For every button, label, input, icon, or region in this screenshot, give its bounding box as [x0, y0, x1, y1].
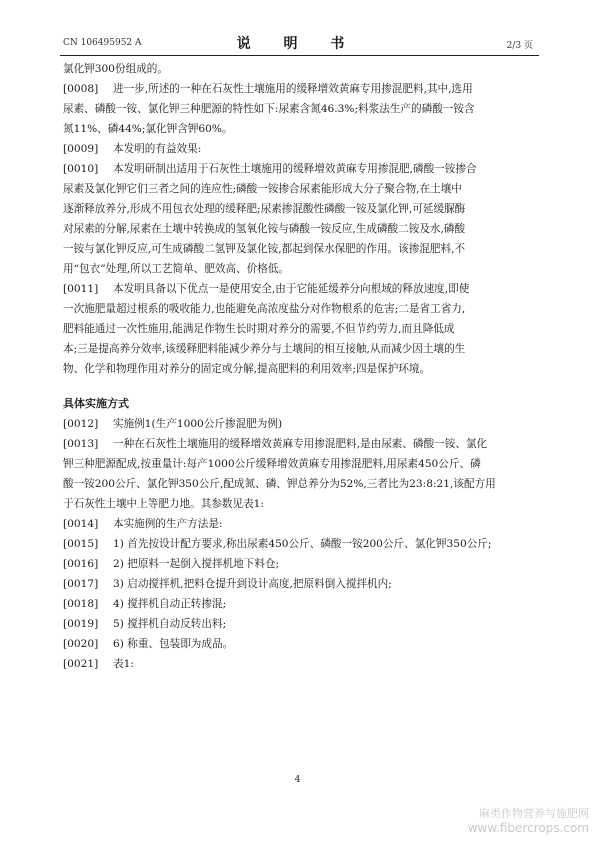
- text-line: [63, 79, 535, 99]
- text-line: [63, 159, 535, 179]
- line-text: 实施例1(生产1000公斤掺混肥为例): [113, 418, 283, 430]
- page-number: 4: [294, 775, 301, 785]
- text-line: [63, 99, 535, 119]
- text-line: [63, 359, 535, 379]
- site-watermark: [468, 806, 589, 836]
- paragraph-number: [0012]: [63, 418, 99, 430]
- paragraph-number: [0016]: [63, 558, 99, 570]
- line-text: 酸一铵200公斤、氯化钾350公斤,配成氮、磷、钾总养分为52%,三者比为23:8:21,该配方用: [63, 478, 496, 490]
- line-text: 本发明研制出适用于石灰性土壤施用的缓释增效黄麻专用掺混肥,磷酸一铵掺合: [113, 163, 477, 175]
- patent-number: CN 106495952 A: [63, 38, 142, 48]
- paragraphs-block-1: [63, 59, 535, 379]
- watermark-url: www.fibercrops.com: [467, 821, 589, 835]
- line-text: 4) 搅拌机自动正转掺混;: [113, 598, 227, 610]
- line-text: 肥料能通过一次性施用,能满足作物生长时期对养分的需要,不但节约劳力,而且降低成: [63, 323, 455, 335]
- section-heading: 具体实施方式: [63, 397, 129, 410]
- text-line: [63, 474, 535, 494]
- header-divider: [60, 55, 539, 56]
- text-line: [63, 219, 535, 239]
- line-text: 3) 启动搅拌机,把料仓提升到设计高度,把原料倒入搅拌机内;: [113, 578, 392, 590]
- document-body: [63, 59, 535, 674]
- line-text: 一次施肥量超过根系的吸收能力,也能避免高浓度盐分对作物根系的危害;二是省工省力,: [63, 303, 466, 315]
- section-gap: [63, 379, 535, 394]
- paragraph-number: [0010]: [63, 163, 99, 175]
- text-line: [63, 534, 535, 554]
- watermark-site-name: 麻类作物营养与施肥网: [479, 807, 589, 820]
- paragraph-number: [0020]: [63, 638, 99, 650]
- text-line: [63, 319, 535, 339]
- text-line: [63, 454, 535, 474]
- text-line: [63, 434, 535, 454]
- line-text: 本发明具备以下优点一是使用安全,由于它能延缓养分向根域的释放速度,即使: [113, 283, 470, 295]
- text-line: [63, 554, 535, 574]
- line-text: 钾三种肥源配成,按重量计:每产1000公斤缓释增效黄麻专用掺混肥料,用尿素450公斤、磷: [63, 458, 481, 470]
- paragraph-number: [0015]: [63, 538, 99, 550]
- page-indicator: 2/3 页: [506, 41, 533, 51]
- line-text: 本发明的有益效果:: [113, 143, 202, 155]
- text-line: [63, 259, 535, 279]
- paragraph-number: [0011]: [63, 283, 99, 295]
- paragraph-number: [0009]: [63, 143, 99, 155]
- line-text: 一种在石灰性土壤施用的缓释增效黄麻专用掺混肥料,是由尿素、磷酸一铵、氯化: [113, 438, 488, 450]
- paragraph-number: [0013]: [63, 438, 99, 450]
- paragraphs-block-2: [63, 414, 535, 674]
- text-line: [63, 119, 535, 139]
- paragraph-number: [0014]: [63, 518, 99, 530]
- paragraph-number: [0021]: [63, 658, 99, 670]
- text-line: [63, 139, 535, 159]
- line-text: 6) 称重、包装即为成品。: [113, 638, 234, 650]
- paragraph-number: [0019]: [63, 618, 99, 630]
- document-title: 说 明 书: [236, 36, 359, 52]
- line-text: 2) 把原料一起倒入搅拌机地下料仓;: [113, 558, 280, 570]
- line-text: 进一步,所述的一种在石灰性土壤施用的缓释增效黄麻专用掺混肥料,其中,选用: [113, 83, 473, 95]
- line-text: 5) 搅拌机自动反转出料;: [113, 618, 227, 630]
- text-line: [63, 654, 535, 674]
- line-text: 物、化学和物理作用对养分的固定或分解,提高肥料的利用效率;四是保护环境。: [63, 363, 431, 375]
- text-line: [63, 594, 535, 614]
- line-text: 尿素、磷酸一铵、氯化钾三种肥源的特性如下:尿素含氮46.3%;料浆法生产的磷酸一铵含: [63, 103, 475, 115]
- text-line: [63, 339, 535, 359]
- text-line: [63, 634, 535, 654]
- line-text: 一铵与氯化钾反应,可生成磷酸二氢钾及氯化铵,都起到保水保肥的作用。该掺混肥料,不: [63, 243, 466, 255]
- line-text: 用“包衣”处理,所以工艺简单、肥效高、价格低。: [63, 263, 290, 275]
- paragraph-number: [0017]: [63, 578, 99, 590]
- line-text: 本;三是提高养分效率,该缓释肥料能减少养分与土壤间的相互接触,从而减少因土壤的生: [63, 343, 466, 355]
- text-line: [63, 614, 535, 634]
- line-text: 尿素及氯化钾它们三者之间的连应性;磷酸一铵掺合尿素能形成大分子聚合物,在土壤中: [63, 183, 462, 195]
- line-text: 对尿素的分解,尿素在土壤中转换成的氢氧化铵与磷酸一铵反应,生成磷酸二铵及水,磷酸: [63, 223, 466, 235]
- text-line: [63, 199, 535, 219]
- text-line: [63, 574, 535, 594]
- text-line: [63, 414, 535, 434]
- line-text: 表1:: [113, 658, 134, 670]
- text-line: [63, 179, 535, 199]
- text-line: [63, 59, 535, 79]
- text-line: [63, 239, 535, 259]
- line-text: 氮11%、磷44%;氯化钾含钾60%。: [63, 123, 233, 135]
- line-text: 1) 首先按设计配方要求,称出尿素450公斤、磷酸一铵200公斤、氯化钾350公斤;: [113, 538, 492, 550]
- line-text: 氯化钾300份组成的。: [63, 63, 168, 75]
- line-text: 于石灰性土壤中上等肥力地。其参数见表1:: [63, 498, 264, 510]
- line-text: 逐渐释放养分,形成不用包衣处理的缓释肥;尿素掺混酸性磷酸一铵及氯化钾,可延缓脲酶: [63, 203, 466, 215]
- text-line: [63, 514, 535, 534]
- text-line: [63, 279, 535, 299]
- paragraph-number: [0018]: [63, 598, 99, 610]
- text-line: [63, 494, 535, 514]
- line-text: 本实施例的生产方法是:: [113, 518, 223, 530]
- text-line: [63, 299, 535, 319]
- paragraph-number: [0008]: [63, 83, 99, 95]
